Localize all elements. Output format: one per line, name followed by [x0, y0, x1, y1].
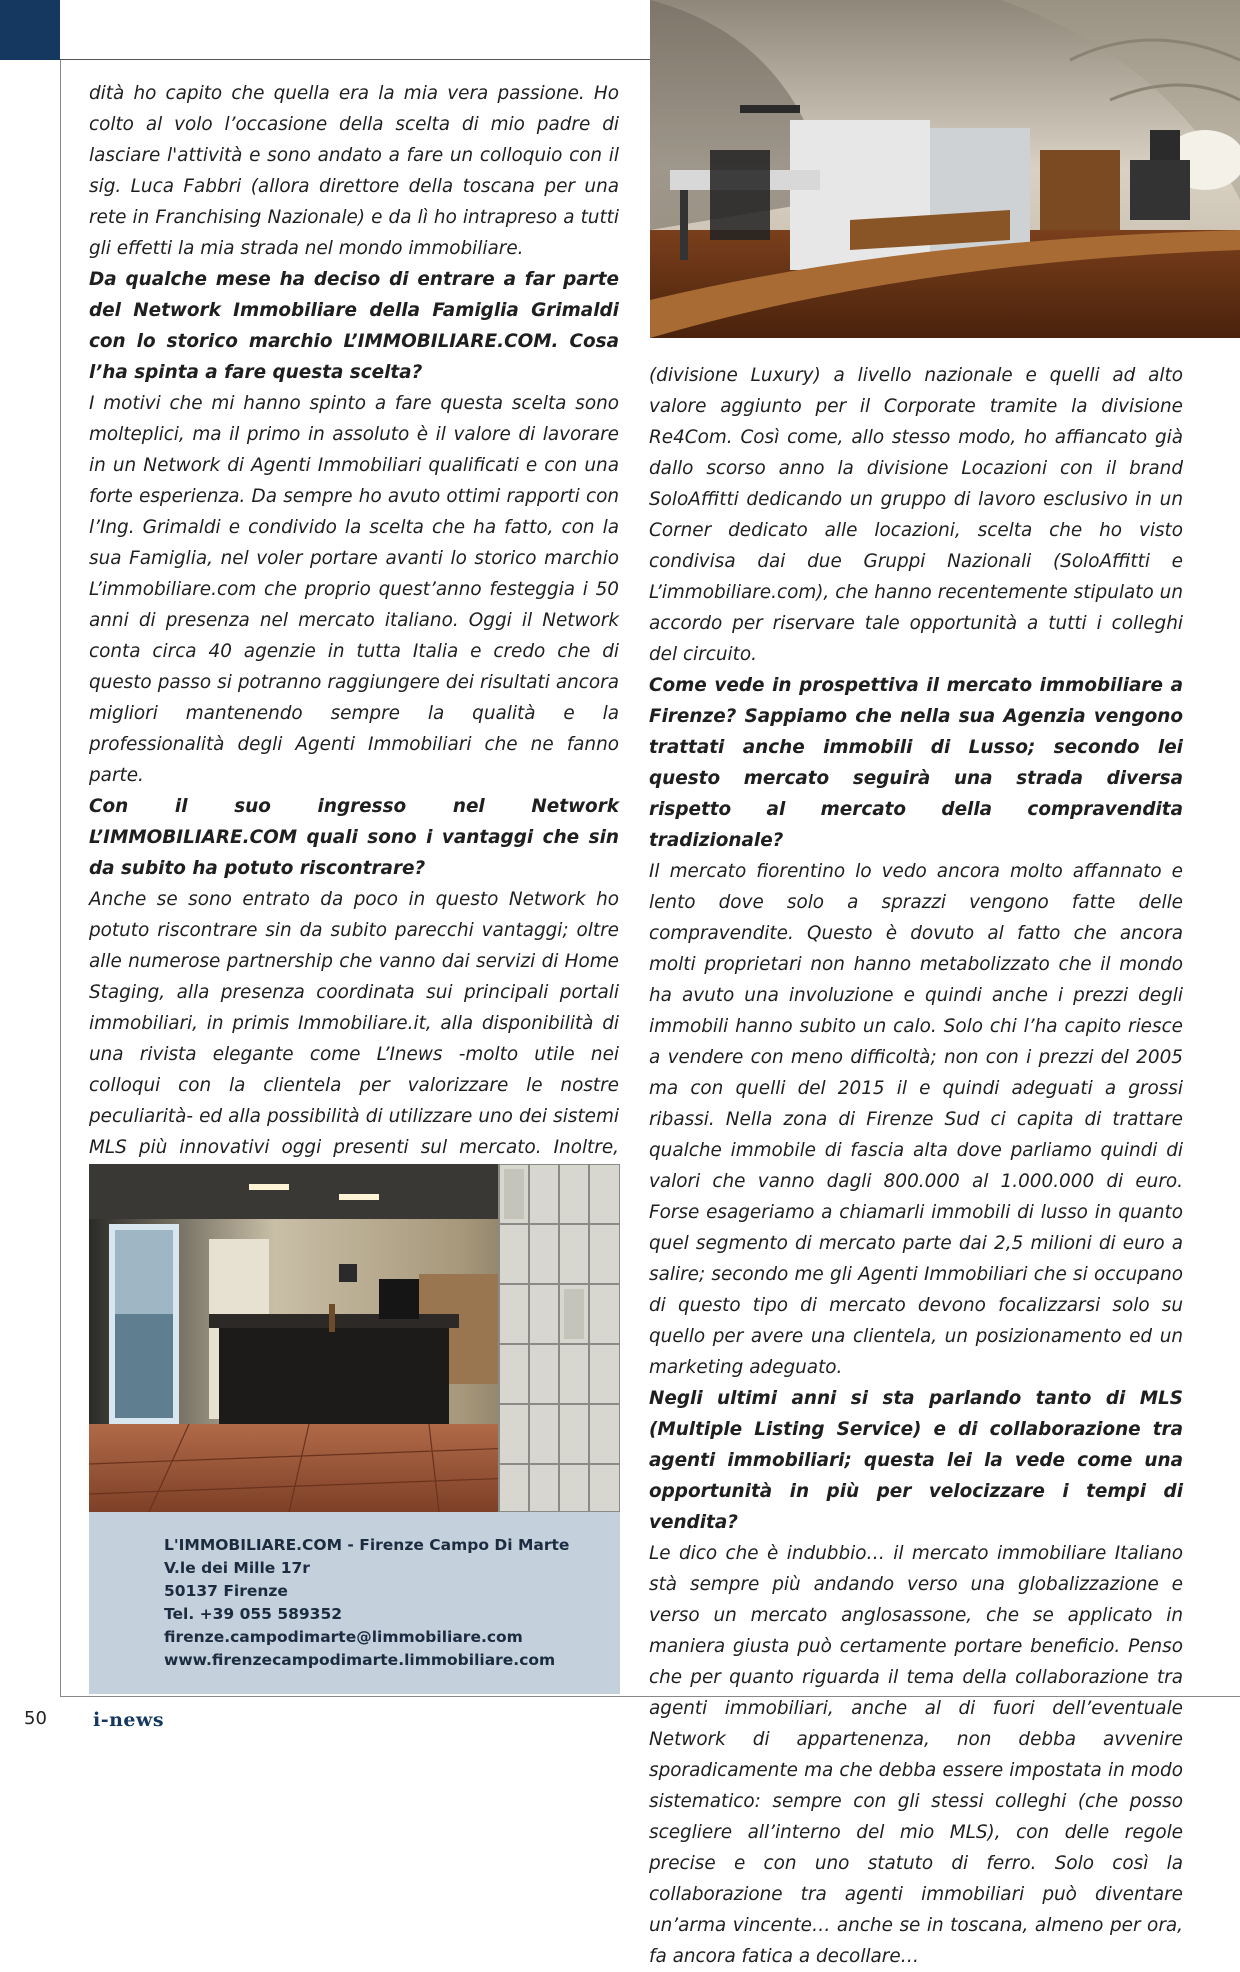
interview-question: Negli ultimi anni si sta parlando tanto di MLS (Multiple Listing Service) e di collaborazione tra agenti immobiliari; questa lei la vede come una opportunità in più per velocizzare i tempi di vendita?	[649, 1388, 1183, 1533]
agency-name: L'IMMOBILIARE.COM - Firenze Campo Di Marte	[164, 1536, 570, 1554]
corner-color-block	[0, 0, 60, 60]
vaulted-office-photo	[650, 0, 1240, 338]
agency-email[interactable]: firenze.campodimarte@limmobiliare.com	[164, 1628, 523, 1646]
agency-phone: Tel. +39 055 589352	[164, 1605, 343, 1623]
answer-paragraph: (divisione Luxury) a livello nazionale e quelli ad alto valore aggiunto per il Corporate tramite la divisione Re4Com. Così come, allo stesso modo, ho affiancato già dallo scorso anno la divisione Locazioni con il brand SoloAffitti dedicando un gruppo di lavoro esclusivo in un Corner dedicato alle locazioni, scelta che ho visto condivisa dai due Gruppi Nazionali (SoloAffitti e L’immobiliare.com), che hanno recentemente stipulato un accordo per riservare tale opportunità a tutti i colleghi del circuito.	[649, 365, 1183, 665]
article-right-column	[649, 360, 1183, 1972]
agency-contact-box	[89, 1512, 620, 1694]
left-margin-rule	[60, 60, 61, 1696]
page-number: 50	[24, 1708, 47, 1729]
answer-paragraph: Le dico che è indubbio… il mercato immobiliare Italiano stà sempre più andando verso una globalizzazione e verso un mercato anglosassone, che se applicato in maniera giusta può certamente portare beneficio. Penso che per quanto riguarda il tema della collaborazione tra agenti immobiliari, anche al di fuori dell’eventuale Network di appartenenza, non debba avvenire sporadicamente ma che debba essere impostata in modo sistematico: sempre con gli stessi colleghi (che posso scegliere all’interno del mio MLS), con delle regole precise e con uno statuto di ferro. Solo così la collaborazione tra agenti immobiliari può diventare un’arma vincente… anche se in toscana, almeno per ora, fa ancora fatica a decollare…	[649, 1543, 1183, 1967]
top-divider	[60, 59, 650, 60]
interview-question: Con il suo ingresso nel Network L’IMMOBILIARE.COM quali sono i vantaggi che sin da subito ha potuto riscontrare?	[89, 796, 619, 879]
answer-paragraph: I motivi che mi hanno spinto a fare questa scelta sono molteplici, ma il primo in assoluto è il valore di lavorare in un Network di Agenti Immobiliari qualificati e con una forte esperienza. Da sempre ho avuto ottimi rapporti con l’Ing. Grimaldi e condivido la scelta che ha fatto, con la sua Famiglia, nel voler portare avanti lo storico marchio L’immobiliare.com che proprio quest’anno festeggia i 50 anni di presenza nel mercato italiano. Oggi il Network conta circa 40 agenzie in tutta Italia e credo che di questo passo si potranno raggiungere dei risultati ancora migliori mantenendo sempre la qualità e la professionalità degli Agenti Immobiliari che ne fanno parte.	[89, 393, 619, 786]
agency-address: V.le dei Mille 17r	[164, 1559, 310, 1577]
answer-paragraph: Il mercato fiorentino lo vedo ancora molto affannato e lento dove solo a sprazzi vengono fatte delle compravendite. Questo è dovuto al fatto che ancora molti proprietari non hanno metabolizzato che il mondo ha avuto una involuzione e quindi anche i prezzi degli immobili hanno subito un calo. Solo chi l’ha capito riesce a vendere con meno difficoltà; non con i prezzi del 2005 ma con quelli del 2015 il e quindi adeguati a grossi ribassi. Nella zona di Firenze Sud ci capita di trattare qualche immobile di fascia alta dove parliamo quindi di valori che vanno dagli 800.000 al 1.000.000 di euro. Forse esageriamo a chiamarli immobili di lusso in quanto quel segmento di mercato parte dai 2,5 milioni di euro a salire; secondo me gli Agenti Immobiliari che si occupano di questo tipo di mercato devono focalizzarsi solo su quello per avere una clientela, un posizionamento ed un marketing adeguato.	[649, 861, 1183, 1378]
agency-website[interactable]: www.firenzecampodimarte.limmobiliare.com	[164, 1651, 556, 1669]
magazine-logo: i-news	[93, 1709, 165, 1731]
interview-question: Da qualche mese ha deciso di entrare a far parte del Network Immobiliare della Famiglia Grimaldi con lo storico marchio L’IMMOBILIARE.COM. Cosa l’ha spinta a fare questa scelta?	[89, 269, 619, 383]
interview-question: Come vede in prospettiva il mercato immobiliare a Firenze? Sappiamo che nella sua Agenzia vengono trattati anche immobili di Lusso; secondo lei questo mercato seguirà una strada diversa rispetto al mercato della compravendita tradizionale?	[649, 675, 1183, 851]
reception-office-photo	[89, 1164, 620, 1512]
agency-city: 50137 Firenze	[164, 1582, 288, 1600]
answer-paragraph: Anche se sono entrato da poco in questo Network ho potuto riscontrare sin da subito parecchi vantaggi; oltre alle numerose partnership che vanno dai servizi di Home Staging, alla presenza coordinata sui principali portali immobiliari, in primis Immobiliare.it, alla disponibilità di una rivista elegante come L’Inews -molto utile nei colloqui con la clientela per valorizzare le nostre peculiarità- ed alla possibilità di utilizzare uno dei sistemi MLS più innovativi oggi presenti sul mercato. Inoltre,	[89, 889, 619, 1158]
answer-paragraph: dità ho capito che quella era la mia vera passione. Ho colto al volo l’occasione della scelta di mio padre di lasciare l'attività e sono andato a fare un colloquio con il sig. Luca Fabbri (allora direttore della toscana per una rete in Franchising Nazionale) e da lì ho intrapreso a tutti gli effetti la mia strada nel mondo immobiliare.	[89, 83, 619, 259]
